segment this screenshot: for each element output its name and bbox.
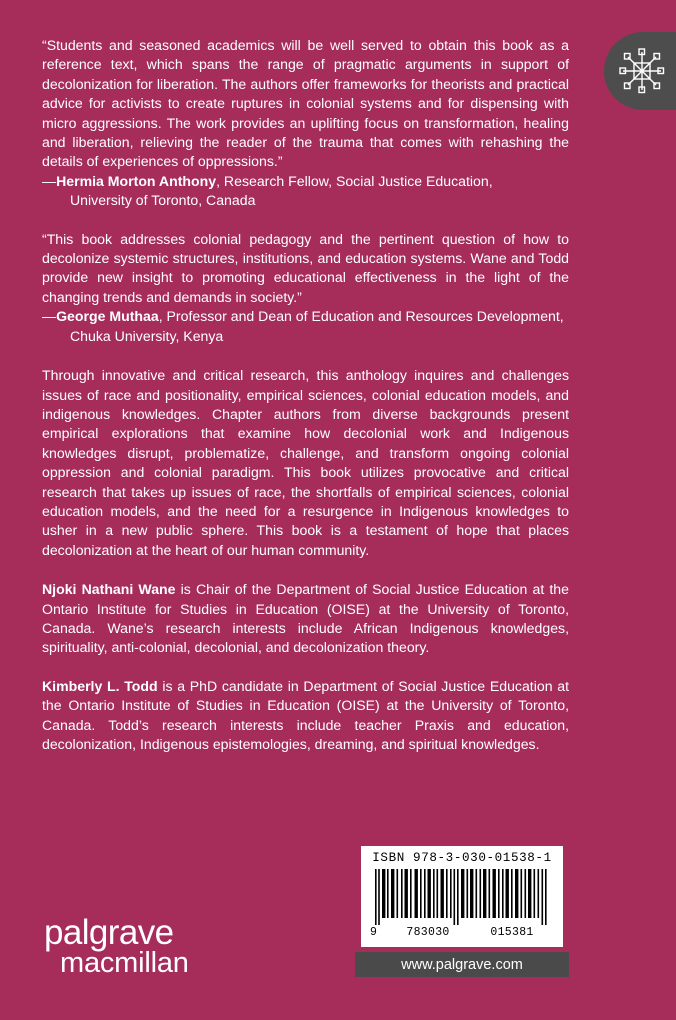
author-bio-2: [42, 677, 569, 755]
review-attribution-2: [42, 307, 569, 346]
reviewer-name-1: Hermia Morton Anthony: [56, 172, 217, 189]
reviewer-affiliation-2: , Professor and Dean of Education and Resources Development,: [158, 308, 564, 325]
reviewer-affiliation-2-cont: Chuka University, Kenya: [70, 327, 224, 344]
review-dash-1: —: [42, 172, 57, 189]
reviewer-name-2: George Muthaa: [56, 308, 159, 325]
isbn-label: ISBN 978-3-030-01538-1: [372, 851, 552, 865]
review-quote-1: “Students and seasoned academics will be well served to obtain this book as a reference text, which spans the range of pragmatic arguments in support of decolonization for liberation. The authors offer frameworks for theorists and practical advice for activists to create ruptures in colonial systems and for dispensing with micro aggressions. The work provides an uplifting focus on transformation, healing and liberation, relieving the reader of the trauma that comes with rehashing the details of experiences of oppressions.”: [42, 37, 569, 170]
barcode-bars: [375, 869, 549, 925]
author-name-2: Kimberly L. Todd: [42, 677, 158, 694]
isbn-barcode-block: [361, 846, 563, 947]
barcode-digits: [370, 925, 554, 939]
palgrave-macmillan-logo: [44, 913, 234, 979]
reviewer-affiliation-1: , Research Fellow, Social Justice Education,: [216, 172, 493, 189]
author-bio-text-1: is Chair of the Department of Social Justice Education at the Ontario Institute for Studies in Education (OISE) at the University of Toronto, Canada. Wane’s research interests include African Indigenous knowledges, spirituality, anti-colonial, decolonial, and decolonization theory.: [42, 581, 569, 656]
barcode-group-right: 015381: [490, 926, 534, 939]
review-quote-2: “This book addresses colonial pedagogy and the pertinent question of how to decolonize systemic structures, institutions, and education systems. Wane and Todd provide new insight to promoting educational effectiveness in the light of the changing trends and demands in society.”: [42, 230, 569, 305]
author-bio-1: [42, 580, 569, 658]
author-bio-text-2: is a PhD candidate in Department of Social Justice Education at the Ontario Institute of Studies in Education (OISE) at the University of Toronto, Canada. Todd’s research interests include teacher Praxis and education, decolonization, Indigenous epistemologies, dreaming, and spiritual knowledges.: [42, 677, 569, 752]
reviewer-affiliation-1-cont: University of Toronto, Canada: [70, 192, 256, 209]
review-attribution-1: [42, 172, 569, 211]
barcode-group-left: 783030: [406, 926, 450, 939]
book-description: Through innovative and critical research, this anthology inquires and challenges issues of race and positionality, empirical sciences, colonial education models, and indigenous knowledges. Chapter authors from diverse backgrounds present empirical explorations that examine how decolonial work and Indigenous knowledges disrupt, problematize, challenge, and transform ongoing colonial oppression and colonial paradigm. This book utilizes provocative and critical research that takes up issues of race, the shortfalls of empirical sciences, colonial education models, and the need for a resurgence in Indigenous knowledges to usher in a new public sphere. This book is a testament of hope that places decolonization at the heart of our human community.: [42, 367, 569, 558]
author-name-1: Njoki Nathani Wane: [42, 581, 176, 598]
logo-line-palgrave: palgrave: [44, 913, 174, 952]
publisher-website-text: www.palgrave.com: [401, 956, 523, 973]
review-dash-2: —: [42, 308, 57, 325]
barcode-lead-digit: 9: [370, 926, 378, 939]
logo-line-macmillan: macmillan: [60, 946, 189, 979]
publisher-website-bar: [355, 952, 569, 977]
series-badge: [604, 32, 676, 110]
back-cover-content: [42, 36, 569, 754]
